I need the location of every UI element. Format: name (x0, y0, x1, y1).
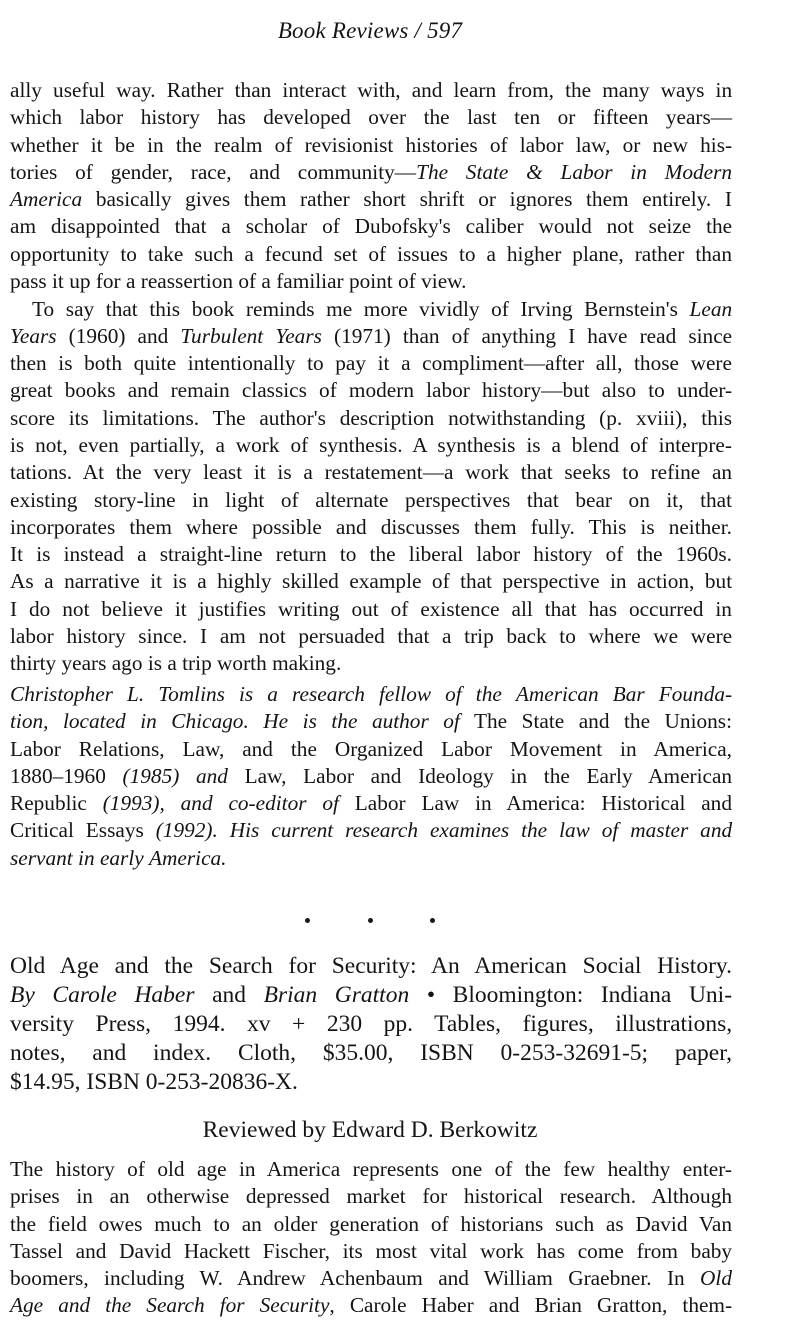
text-line: boomers, including W. Andrew Achenbaum and William Graebner. In Old (10, 1266, 732, 1291)
running-head: Book Reviews / 597 (277, 18, 463, 43)
text-line: As a narrative it is a highly skilled example of that perspective in action, but (10, 569, 733, 594)
text-line: tations. At the very least it is a restatement—a work that seeks to refine an (10, 460, 733, 485)
text-line: By Carole Haber and Brian Gratton • Bloomington: Indiana Uni- (10, 982, 733, 1008)
text-line: To say that this book reminds me more vividly of Irving Bernstein's Lean (32, 296, 733, 321)
text-line: score its limitations. The author's description notwithstanding (p. xviii), this (10, 405, 733, 430)
text-line: 1880–1960 (1985) and Law, Labor and Ideology in the Early American (10, 763, 733, 788)
text-line: America basically gives them rather short shrift or ignores them entirely. I (10, 187, 733, 212)
separator-dot (368, 918, 373, 923)
author-bio (10, 681, 732, 872)
text-line: am disappointed that a scholar of Dubofsky's caliber would not seize the (10, 214, 733, 239)
text-line: the field owes much to an older generation of historians such as David Van (10, 1211, 733, 1236)
separator-dot (305, 918, 310, 923)
text-line: ally useful way. Rather than interact with, and learn from, the many ways in (10, 78, 733, 102)
text-line: The history of old age in America represents one of the few healthy enter- (10, 1157, 732, 1181)
text-line: thirty years ago is a trip worth making. (10, 651, 342, 676)
text-line: great books and remain classics of modern labor history—but also to under- (10, 378, 733, 403)
text-line: Christopher L. Tomlins is a research fellow of the American Bar Founda- (10, 682, 733, 706)
text-line: Critical Essays (1992). His current research examines the law of master and (10, 818, 733, 843)
text-line: incorporates them where possible and discusses them fully. This is neither. (10, 514, 732, 539)
text-line: $14.95, ISBN 0-253-20836-X. (10, 1069, 298, 1095)
text-line: Tassel and David Hackett Fischer, its most vital work has come from baby (10, 1238, 733, 1263)
text-line: Age and the Search for Security, Carole Haber and Brian Gratton, them- (10, 1293, 733, 1318)
text-line: notes, and index. Cloth, $35.00, ISBN 0-253-32691-5; paper, (10, 1040, 732, 1066)
text-line: which labor history has developed over the last ten or fifteen years— (10, 105, 733, 130)
text-line: whether it be in the realm of revisionist histories of labor law, or new his- (10, 132, 733, 157)
text-line: tion, located in Chicago. He is the author of The State and the Unions: (10, 709, 732, 734)
text-line: versity Press, 1994. xv + 230 pp. Tables, figures, illustrations, (10, 1011, 733, 1037)
text-line: then is both quite intentionally to pay it a compliment—after all, those were (10, 351, 732, 376)
text-line: is not, even partially, a work of synthesis. A synthesis is a blend of interpre- (10, 432, 732, 457)
reviewer-byline: Reviewed by Edward D. Berkowitz (202, 1117, 538, 1143)
text-line: Old Age and the Search for Security: An American Social History. (10, 953, 733, 979)
text-line: existing story-line in light of alternate perspectives that bear on it, that (10, 487, 733, 512)
text-line: Years (1960) and Turbulent Years (1971) than of anything I have read since (10, 323, 733, 348)
text-line: prises in an otherwise depressed market for historical research. Although (10, 1184, 732, 1209)
text-line: I do not believe it justifies writing out of existence all that has occurred in (10, 596, 732, 621)
text-line: pass it up for a reassertion of a familiar point of view. (10, 269, 467, 294)
text-line: Labor Relations, Law, and the Organized Labor Movement in America, (10, 736, 733, 761)
text-line: opportunity to take such a fecund set of issues to a higher plane, rather than (10, 241, 733, 266)
text-line: Republic (1993), and co-editor of Labor Law in America: Historical and (10, 791, 732, 816)
section-separator (0, 906, 740, 932)
review1-paragraph-1 (10, 77, 732, 295)
text-line: labor history since. I am not persuaded that a trip back to where we were (10, 624, 733, 649)
review1-paragraph-2 (10, 296, 732, 678)
review2-body (10, 1156, 732, 1320)
book-citation (10, 952, 732, 1097)
text-line: servant in early America. (10, 845, 227, 870)
separator-dot (430, 918, 435, 923)
text-line: tories of gender, race, and community—The State & Labor in Modern (10, 159, 733, 184)
text-line: It is instead a straight-line return to the liberal labor history of the 1960s. (10, 542, 732, 567)
